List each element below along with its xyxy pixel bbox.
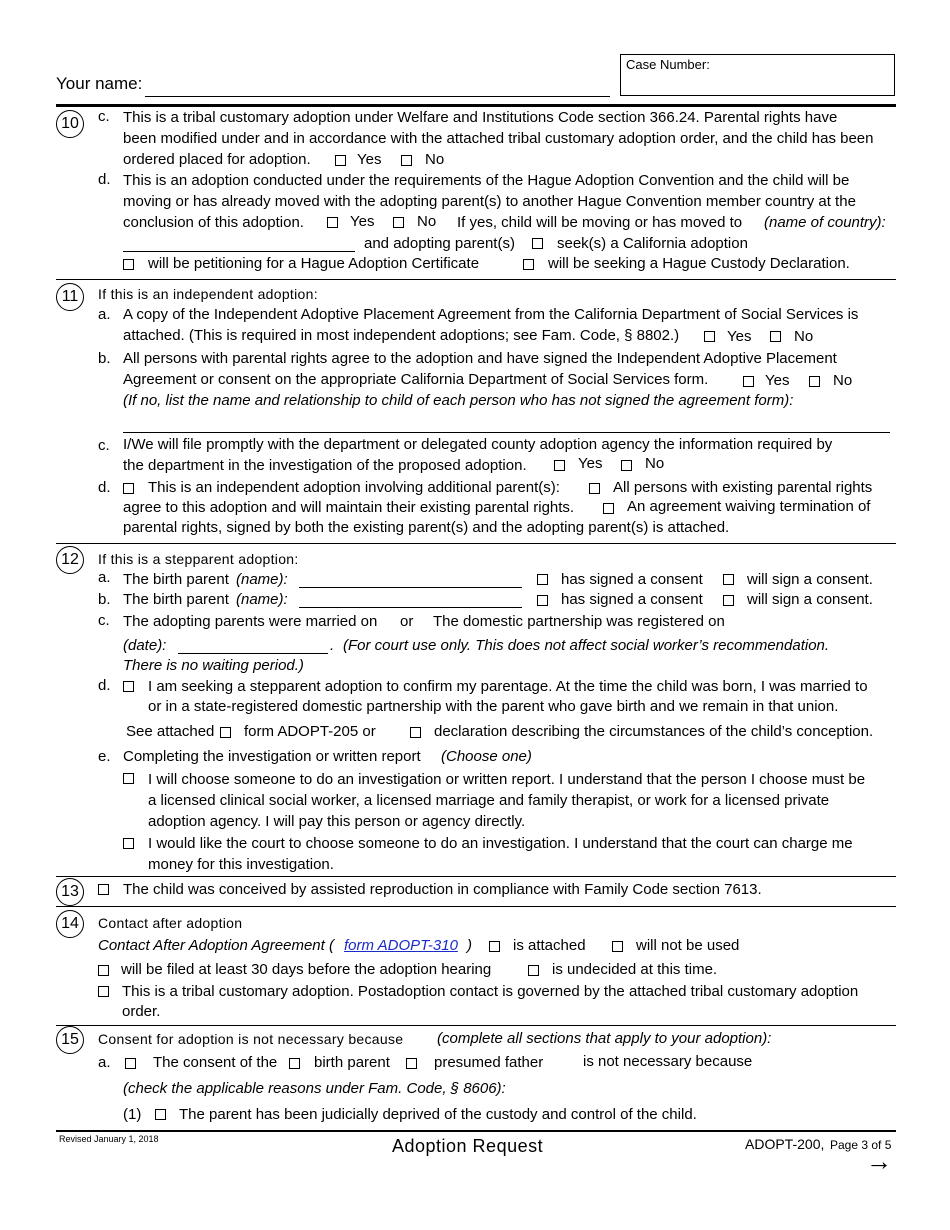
footer-form-id: ADOPT-200, [745,1136,825,1152]
item-14-tribal-line1: This is a tribal customary adoption. Postadoption contact is governed by the attached tribal customary adoption [122,983,859,1000]
item-11c-no-label: No [645,455,665,472]
item-10d-hague-cert-label: will be petitioning for a Hague Adoption Certificate [148,255,480,272]
item-15a-consent-of: The consent of the [153,1054,278,1071]
item-12d-line2: or in a state-registered domestic partnership with the parent who gave birth and we remain in that union. [148,698,839,715]
item-12c-note2: There is no waiting period.) [123,657,304,674]
item-10d-hague-custody-label: will be seeking a Hague Custody Declaration. [548,255,850,272]
item-11c-line2: the department in the investigation of the proposed adoption. [123,457,527,474]
item-11a-line1: A copy of the Independent Adoptive Placement Agreement from the California Department of Social Services is [123,306,859,323]
item-10c-line2: been modified under and in accordance with the attached tribal customary adoption order, and the child has been [123,130,874,147]
item-11b-letter: b. [98,350,111,367]
item-15a-presumed-father-label: presumed father [434,1054,544,1071]
item-11c-yes-checkbox[interactable] [554,460,565,471]
item-11a-yes-checkbox[interactable] [704,331,715,342]
item-11d-part2: All persons with existing parental rights [613,479,873,496]
item-10c-no-checkbox[interactable] [401,155,412,166]
item-12b-signed-label: has signed a consent [561,591,703,608]
footer-title: Adoption Request [392,1136,544,1156]
item-12a-name-field[interactable] [299,587,522,588]
section-13-number: 13 [56,878,84,906]
item-14-not-used-label: will not be used [636,937,740,954]
next-page-arrow-icon: → [866,1146,892,1176]
item-11d-line2a: agree to this adoption and will maintain their existing parental rights. [123,499,575,516]
item-12b-letter: b. [98,591,111,608]
item-10c-line1: This is a tribal customary adoption under Welfare and Institutions Code section 366.24. Parental rights have [123,109,838,126]
item-14-filed-label: will be filed at least 30 days before the adoption hearing [121,961,492,978]
item-12c-letter: c. [98,612,110,629]
item-14-attached-label: is attached [513,937,586,954]
item-12b-hint: (name): [236,591,288,608]
item-14-close-paren: ) [467,937,472,954]
divider-13 [56,906,896,907]
item-14-attached-checkbox[interactable] [489,941,500,952]
item-11b-no-label: No [833,372,853,389]
item-11a-no-checkbox[interactable] [770,331,781,342]
header-rule [56,104,896,107]
item-13-checkbox[interactable] [98,884,109,895]
item-12b-text: The birth parent [123,591,229,608]
item-11d-additional-checkbox[interactable] [123,483,134,494]
section-15-heading-hint: (complete all sections that apply to your adoption): [437,1030,772,1047]
item-10d-if-yes: If yes, child will be moving or has moved to [457,214,743,231]
your-name-field[interactable] [145,96,610,97]
item-11c-letter: c. [98,437,110,454]
section-14-number: 14 [56,910,84,938]
item-11c-line1: I/We will file promptly with the department or delegated county adoption agency the information required by [123,436,833,453]
item-11b-names-field[interactable] [123,432,890,433]
item-10d-country-hint: (name of country): [764,214,886,231]
item-12c-date-hint: (date): [123,637,167,654]
item-11b-line2: Agreement or consent on the appropriate California Department of Social Services form. [123,371,709,388]
item-10d-letter: d. [98,171,111,188]
item-10d-adopting-parents: and adopting parent(s) [364,235,515,252]
item-12d-checkbox[interactable] [123,681,134,692]
item-12c-text2: The domestic partnership was registered on [433,613,725,630]
item-11b-yes-checkbox[interactable] [743,376,754,387]
item-14-not-used-checkbox[interactable] [612,941,623,952]
item-11d-waiver-checkbox[interactable] [603,503,614,514]
item-12e-opt2-checkbox[interactable] [123,838,134,849]
section-12-heading: If this is a stepparent adoption: [98,551,299,567]
item-11b-line1: All persons with parental rights agree to the adoption and have signed the Independent Adoptive Placement [123,350,837,367]
item-12d-declaration-label: declaration describing the circumstances of the child’s conception. [434,723,874,740]
item-15a1-number: (1) [123,1106,142,1123]
item-10d-seek-ca-label: seek(s) a California adoption [557,235,748,252]
item-11d-letter: d. [98,479,111,496]
item-12c-date-field[interactable] [178,653,328,654]
item-10c-letter: c. [98,108,110,125]
item-12e-opt2-line2: money for this investigation. [148,856,334,873]
item-15a-not-necessary: is not necessary because [583,1053,753,1070]
item-10d-hague-cert-checkbox[interactable] [123,259,134,270]
item-11b-yes-label: Yes [765,372,790,389]
item-12e-opt1-line2: a licensed clinical social worker, a licensed marriage and family therapist, or work for a licensed private [148,792,830,809]
item-10d-yes-checkbox[interactable] [327,217,338,228]
item-12a-will-sign-label: will sign a consent. [747,571,873,588]
item-10d-country-field[interactable] [123,251,355,252]
section-11-number: 11 [56,283,84,311]
item-10d-no-checkbox[interactable] [393,217,404,228]
item-11d-existing-rights-checkbox[interactable] [589,483,600,494]
section-12-number: 12 [56,546,84,574]
section-15-heading: Consent for adoption is not necessary because [98,1031,404,1047]
item-12d-letter: d. [98,677,111,694]
item-15a-presumed-father-checkbox[interactable] [406,1058,417,1069]
item-10c-no-label: No [425,151,445,168]
item-10d-line1: This is an adoption conducted under the requirements of the Hague Adoption Convention and the child will be [123,172,850,189]
item-11a-no-label: No [794,328,814,345]
item-10d-hague-custody-checkbox[interactable] [523,259,534,270]
item-12b-signed-checkbox[interactable] [537,595,548,606]
item-15a-birth-parent-checkbox[interactable] [289,1058,300,1069]
item-12a-will-sign-checkbox[interactable] [723,574,734,585]
item-12d-line1: I am seeking a stepparent adoption to confirm my parentage. At the time the child was born, I was married to [148,678,868,695]
item-15a-checkbox[interactable] [125,1058,136,1069]
footer-page: Page 3 of 5 [830,1138,892,1152]
section-14-heading: Contact after adoption [98,915,243,931]
divider-12 [56,876,896,877]
footer-rule [56,1130,896,1132]
item-10d-seek-ca-checkbox[interactable] [532,238,543,249]
item-14-filed-checkbox[interactable] [98,965,109,976]
item-12d-form205-label: form ADOPT-205 or [244,723,376,740]
your-name-label: Your name: [56,74,143,93]
item-11c-no-checkbox[interactable] [621,460,632,471]
item-14-form-link[interactable]: form ADOPT-310 [344,937,458,954]
item-12a-text: The birth parent [123,571,229,588]
item-15a-birth-parent-label: birth parent [314,1054,390,1071]
item-14-undecided-label: is undecided at this time. [552,961,718,978]
item-10c-yes-checkbox[interactable] [335,155,346,166]
item-12e-opt1-checkbox[interactable] [123,773,134,784]
item-11a-line2: attached. (This is required in most independent adoptions; see Fam. Code, § 8802.) [123,327,680,344]
item-12a-signed-label: has signed a consent [561,571,703,588]
item-11b-no-checkbox[interactable] [809,376,820,387]
item-10c-yes-label: Yes [357,151,382,168]
section-11-heading: If this is an independent adoption: [98,286,318,302]
item-12b-name-field[interactable] [299,607,522,608]
item-11d-line2b: An agreement waiving termination of [627,498,871,515]
item-12e-text: Completing the investigation or written report [123,748,421,765]
item-12e-letter: e. [98,748,111,765]
item-10d-yes-label: Yes [350,213,375,230]
item-11d-part1: This is an independent adoption involving additional parent(s): [148,479,560,496]
item-10d-line2: moving or has already moved with the adopting parent(s) to another Hague Convention member country at the [123,193,856,210]
case-number-label: Case Number: [626,57,710,72]
item-12d-see-attached: See attached [126,723,215,740]
item-12c-text1: The adopting parents were married on [123,613,378,630]
item-12e-opt1-line3: adoption agency. I will pay this person or agency directly. [148,813,526,830]
item-10d-no-label: No [417,213,437,230]
item-12d-declaration-checkbox[interactable] [410,727,421,738]
item-11c-yes-label: Yes [578,455,603,472]
item-11d-line3: parental rights, signed by both the existing parent(s) and the adopting parent(s) is attached. [123,519,730,536]
item-14-agreement-label: Contact After Adoption Agreement ( [98,937,334,954]
footer-revised: Revised January 1, 2018 [59,1134,159,1144]
item-12a-letter: a. [98,569,111,586]
item-14-undecided-checkbox[interactable] [528,965,539,976]
item-15a-letter: a. [98,1054,111,1071]
item-12d-form205-checkbox[interactable] [220,727,231,738]
item-12b-will-sign-label: will sign a consent. [747,591,873,608]
divider-14 [56,1025,896,1026]
item-13-text: The child was conceived by assisted reproduction in compliance with Family Code section 7613. [123,881,762,898]
item-12c-note1: (For court use only. This does not affect social worker’s recommendation. [343,637,830,654]
item-12e-opt2-line1: I would like the court to choose someone to do an investigation. I understand that the court can charge me [148,835,853,852]
item-12b-will-sign-checkbox[interactable] [723,595,734,606]
item-12a-signed-checkbox[interactable] [537,574,548,585]
case-number-box[interactable] [620,54,895,96]
item-15a1-checkbox[interactable] [155,1109,166,1120]
section-15-number: 15 [56,1026,84,1054]
item-10d-line3: conclusion of this adoption. [123,214,304,231]
item-11b-note: (If no, list the name and relationship to child of each person who has not signed the agreement form): [123,392,794,409]
item-15a-hint: (check the applicable reasons under Fam. Code, § 8606): [123,1080,506,1097]
divider-11 [56,543,896,544]
item-14-tribal-checkbox[interactable] [98,986,109,997]
item-10c-line3: ordered placed for adoption. [123,151,311,168]
item-12e-hint: (Choose one) [441,748,532,765]
item-11a-yes-label: Yes [727,328,752,345]
section-10-number: 10 [56,110,84,138]
item-15a1-text: The parent has been judicially deprived of the custody and control of the child. [179,1106,697,1123]
item-12c-or: or [400,613,414,630]
item-11a-letter: a. [98,306,111,323]
item-14-tribal-line2: order. [122,1003,161,1020]
item-12e-opt1-line1: I will choose someone to do an investigation or written report. I understand that the person I choose must be [148,771,866,788]
divider-10 [56,279,896,280]
item-12a-hint: (name): [236,571,288,588]
